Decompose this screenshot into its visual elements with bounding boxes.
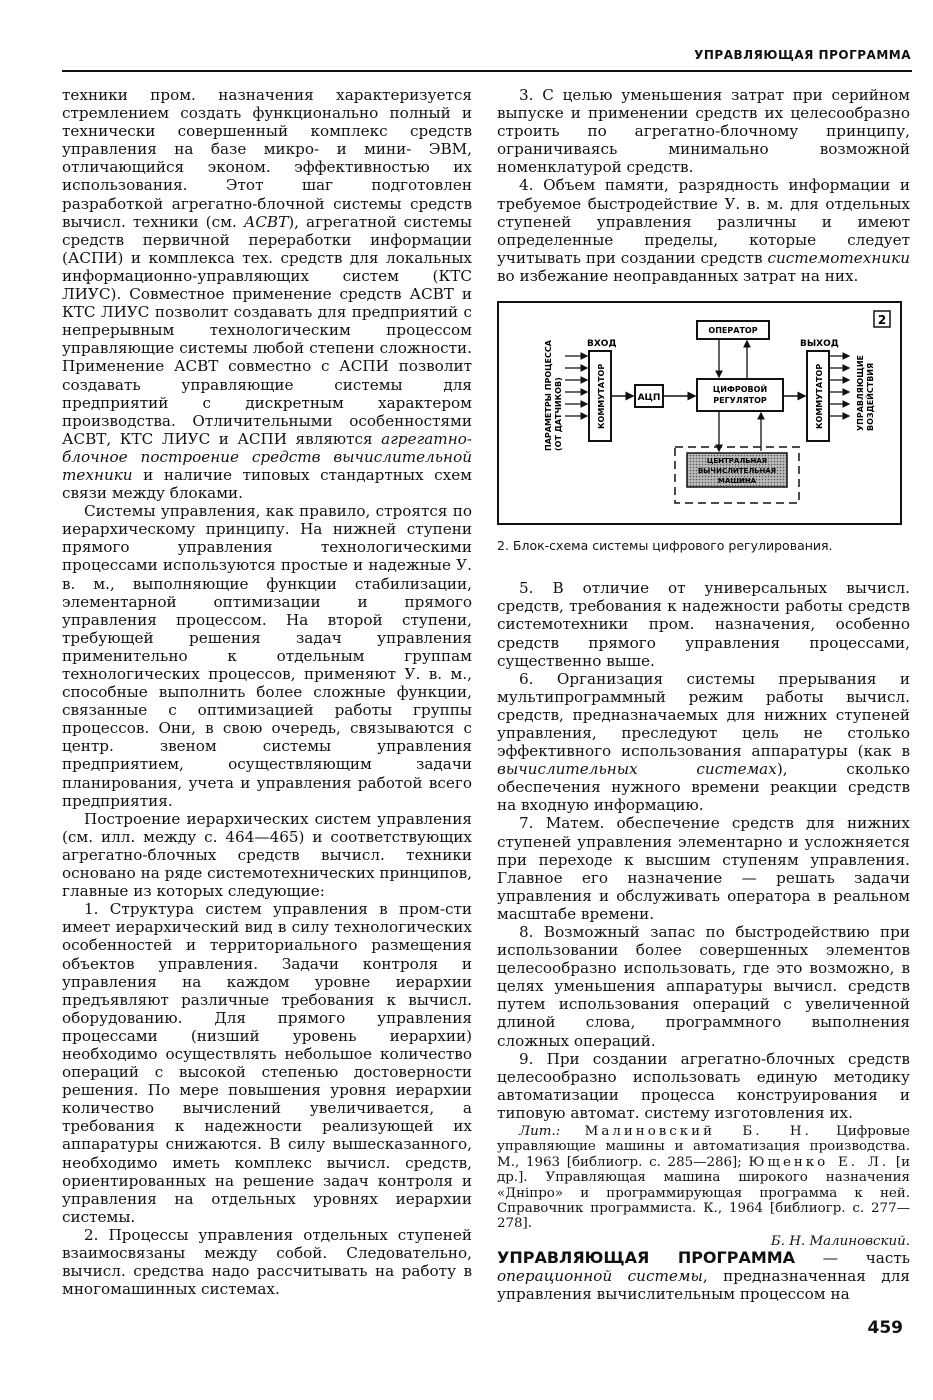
input-commutator-label: КОММУТАТОР: [597, 363, 606, 430]
figure-number: 2: [877, 313, 887, 328]
block-diagram: [497, 301, 910, 527]
regulator-label-2: РЕГУЛЯТОР: [713, 396, 767, 406]
digital-regulator-block: [697, 379, 783, 411]
text: ), агрегатной системы средств первичной переработки информации (АСПИ) и комплекса тех. средств для локальных информационно-управляющих систем (КТС ЛИУС). Совместное применение средств АСВТ и КТС ЛИУС позволит создавать для предприятий с непрерывным технологическим процессом управляющие системы любой степени сложности. Применение АСВТ совместно с АСПИ позволит создавать управляющие системы для предприятий с дискретным характером производства. Отличительными особенностями АСВТ, КТС ЛИУС и АСПИ являются: [62, 212, 473, 448]
principle-2: 2. Процессы управления отдельных ступеней взаимосвязаны между собой. Следовательно, вычисл. средства надо рассчитывать на работу в многомашинных системах.: [62, 1225, 472, 1299]
left-paragraph-1: [62, 86, 472, 502]
text: техники пром. назначения характеризуется стремлением создать функционально полный и технически совершенный комплекс средств управления на базе микро- и мини- ЭВМ, отличающийся эконом. эффективностью их использования. Этот шаг подготовлен разработкой агрегатно-блочной системы средств вычисл. техники (см.: [62, 86, 472, 231]
cross-ref-asvt[interactable]: АСВТ: [243, 212, 289, 231]
input-label: ВХОД: [587, 339, 617, 350]
left-paragraph-3: Построение иерархических систем управления (см. илл. между с. 464—465) и соответствующих агрегатно-блочных средств вычисл. техники основано на ряде системотехнических принципов, главные из которых следующие:: [62, 809, 472, 901]
central-label-2: ВЫЧИСЛИТЕЛЬНАЯ: [697, 467, 777, 476]
regulator-label-1: ЦИФРОВОЙ: [712, 385, 768, 395]
lit-author-1: Малиновский Б. Н.: [584, 1124, 812, 1140]
principle-4: [497, 176, 910, 285]
lit-author-2: Ющенко Е. Л.: [748, 1154, 890, 1170]
process-params-label: ПАРАМЕТРЫ ПРОЦЕССА: [544, 340, 553, 452]
entry-heading: УПРАВЛЯЮЩАЯ ПРОГРАММА: [497, 1248, 796, 1268]
literature: [497, 1124, 910, 1232]
control-actions-label-1: УПРАВЛЯЮЩИЕ: [856, 355, 865, 432]
principle-8: 8. Возможный запас по быстродействию при использовании более совершенных элементов целесообразно использовать, где это возможно, в целях уменьшения аппаратуры вычисл. средств путем использования операций с увеличенной длиной слова, программного выполнения сложных операций.: [497, 923, 910, 1050]
central-label-3: МАШИНА: [717, 477, 757, 486]
text: во избежание неоправданных затрат на них.: [497, 266, 859, 285]
cross-ref-systemotechnics[interactable]: системотехники: [767, 248, 910, 267]
text: и наличие типовых стандартных схем связи между блоками.: [62, 465, 472, 503]
header-rule: [62, 70, 912, 72]
lit-text-2: [и др.]. Управляющая машина широкого назначения «Дніпро» и программирующая программа к ней. Справочник программиста. К., 1964 [библиогр. с. 277—278].: [497, 1154, 911, 1232]
right-column: [497, 86, 910, 1304]
output-label: ВЫХОД: [800, 339, 839, 350]
text: 4. Объем памяти, разрядность информации и требуемое быстродействие У. в. м. для отдельных ступеней управления различны и имеют определенные пределы, которые следует учитывать при создании средств: [497, 176, 910, 267]
principle-1: 1. Структура систем управления в пром-сти имеет иерархический вид в силу технологических особенностей и территориального размещения объектов управления. Задачи контроля и управления на каждом уровне иерархии предъявляют различные требования к вычисл. оборудованию. Для прямого управления процессами (низший уровень иерархии) необходимо осуществлять небольшое количество операций с высокой степенью достоверности решения. По мере повышения уровня иерархии количество вычислений увеличивается, а требования к надежности реализующей их аппаратуры снижаются. В силу вышесказанного, необходимо иметь комплекс вычисл. средств, ориентированных на решение задач контроля и управления на отдельных уровнях иерархии системы.: [62, 900, 472, 1226]
figure-caption: 2. Блок-схема системы цифрового регулирования.: [497, 538, 833, 554]
principle-5: 5. В отличие от универсальных вычисл. средств, требования к надежности работы средств системотехники пром. назначения, особенно средств прямого управления процессами, существенно выше.: [497, 579, 910, 670]
next-entry: [497, 1249, 910, 1303]
lit-text-1: Цифровые управляющие машины и автоматизация производства. М., 1963 [библиогр. с. 285—286];: [497, 1124, 910, 1170]
principle-3: 3. С целью уменьшения затрат при серийном выпуске и применении средств их целесообразно строить по агрегатно-блочному принципу, ограничиваясь минимально возможной номенклатурой средств.: [497, 86, 910, 177]
signature: Б. Н. Малиновский.: [770, 1233, 910, 1249]
left-column: [62, 86, 472, 1298]
cross-ref-computing-systems[interactable]: вычислительных системах: [497, 760, 777, 779]
control-actions-label-2: ВОЗДЕЙСТВИЯ: [866, 362, 875, 432]
text: — часть: [795, 1249, 910, 1268]
text: 6. Организация системы прерывания и мультипрограммный режим работы вычисл. средств, предназначаемых для нижних ступеней управления, преследуют цель не столько эффективного использования аппаратуры (как в: [497, 669, 910, 761]
text: , предназначенная для управления вычислительным процессом на: [497, 1267, 910, 1304]
principle-7: 7. Матем. обеспечение средств для нижних ступеней управления элементарно и усложняется при переходе к высшим ступеням управления. Главное его назначение — решать задачи управления и обслуживать оператора в реальном масштабе времени.: [497, 814, 910, 923]
cross-ref-os[interactable]: операционной системы: [497, 1267, 703, 1286]
central-label-1: ЦЕНТРАЛЬНАЯ: [706, 457, 768, 466]
principle-6: [497, 670, 910, 815]
cross-ref-aggregate[interactable]: агрегатно-блочное построение средств вычислительной техники: [62, 429, 472, 484]
running-head: УПРАВЛЯЮЩАЯ ПРОГРАММА: [694, 48, 911, 62]
adc-label: АЦП: [637, 393, 661, 404]
operator-label: ОПЕРАТОР: [708, 326, 758, 336]
principle-9: 9. При создании агрегатно-блочных средств целесообразно использовать единую методику автоматизации процесса конструирования и типовую автомат. систему изготовления их.: [497, 1049, 910, 1122]
text: ), сколько обеспечения нужного времени реакции средств на входную информацию.: [497, 760, 911, 815]
from-sensors-label: (ОТ ДАТЧИКОВ): [554, 377, 563, 452]
output-commutator-label: КОММУТАТОР: [815, 363, 824, 430]
left-paragraph-2: Системы управления, как правило, строятся по иерархическому принципу. На нижней ступени прямого управления технологическими процессами используются простые и надежные У. в. м., выполняющие функции стабилизации, элементарной оптимизации и прямого управления процессом. На второй ступени, требующей решения задач управления применительно к отдельным группам технологических процессов, применяют У. в. м., способные выполнить более сложные функции, связанные с оптимизацией работы группы процессов. Они, в свою очередь, связываются с центр. звеном системы управления предприятием, осуществляющим задачи планирования, учета и управления работой всего предприятия.: [62, 502, 472, 810]
lit-label: Лит.:: [519, 1124, 561, 1140]
page-number: 459: [867, 1318, 903, 1338]
